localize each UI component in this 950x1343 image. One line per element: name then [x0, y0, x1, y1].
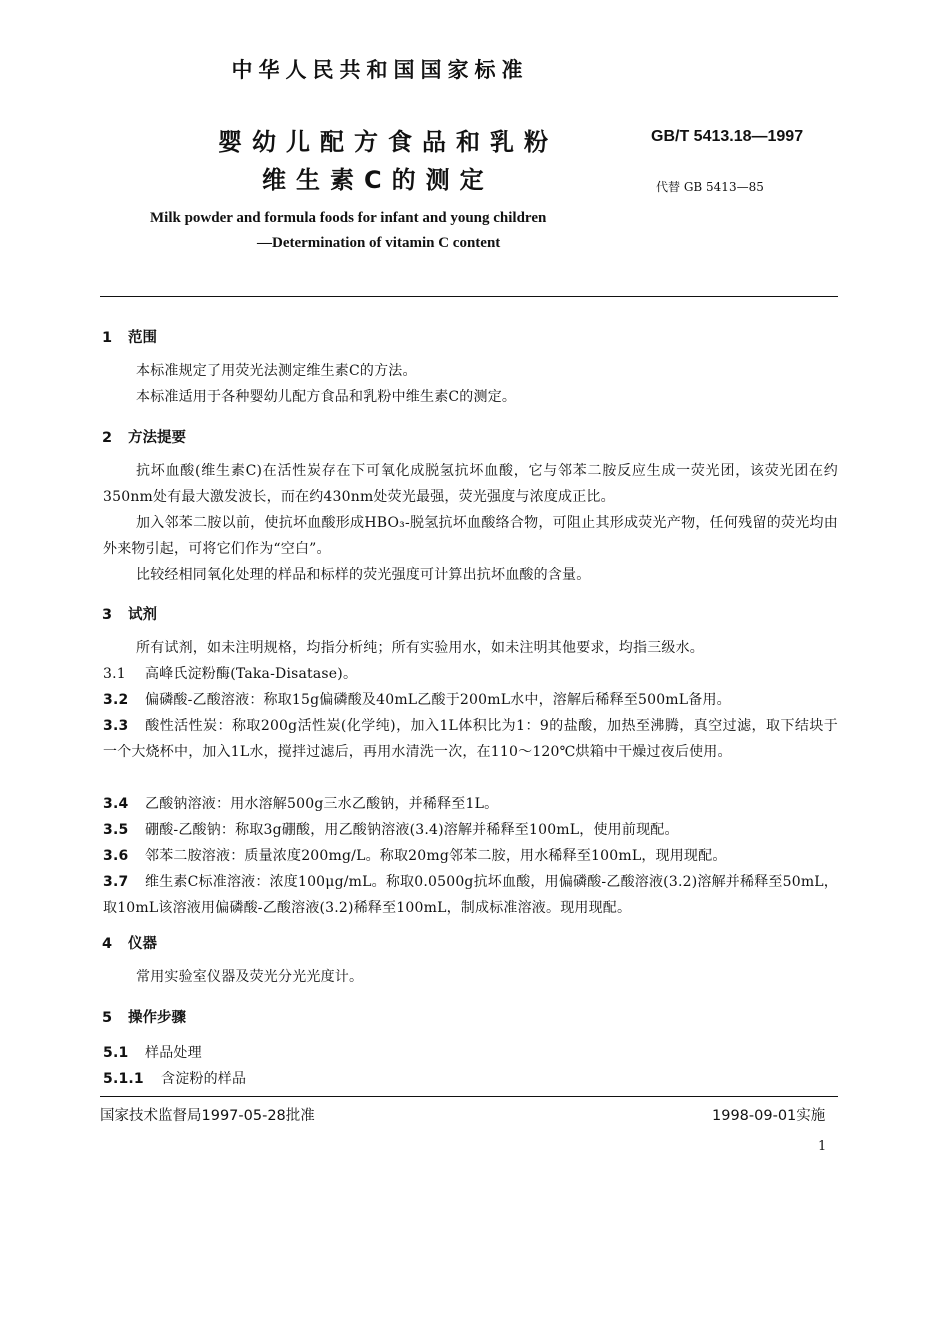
footer-divider [100, 1096, 838, 1097]
section-3-heading [102, 603, 157, 624]
effective-date: 1998-09-01实施 [712, 1108, 826, 1124]
reagent-item-3-7: 3.7 维生素C标准溶液：浓度100μg/mL。称取0.0500g抗坏血酸，用偏磷酸-乙酸溶液(3.2)溶解并稀释至50mL，取10mL该溶液用偏磷酸-乙酸溶液(3.2)稀释至100mL，制成标准溶液。现用现配。 [103, 874, 838, 916]
chinese-title-line1: 婴幼儿配方食品和乳粉 [218, 128, 558, 156]
chinese-title-line2: 维生素C的测定 [262, 166, 494, 194]
reagent-item-3-5: 3.5 硼酸-乙酸钠：称取3g硼酸，用乙酸钠溶液(3.4)溶解并稀释至100mL，使用前现配。 [103, 822, 679, 838]
section-number: 2 [102, 430, 113, 446]
section-title: 操作步骤 [128, 1010, 186, 1026]
approval-date: 国家技术监督局1997-05-28批准 [100, 1108, 315, 1124]
section-number: 4 [102, 936, 113, 952]
section-5-heading [102, 1006, 186, 1027]
paragraph: 常用实验室仪器及荧光分光光度计。 [136, 969, 364, 985]
section-title: 试剂 [128, 607, 157, 623]
paragraph: 本标准适用于各种婴幼儿配方食品和乳粉中维生素C的测定。 [136, 389, 517, 405]
english-title-line2: —Determination of vitamin C content [257, 235, 501, 251]
section-title: 方法提要 [128, 430, 186, 446]
reagent-item-3-6: 3.6 邻苯二胺溶液：质量浓度200mg/L。称取20mg邻苯二胺，用水稀释至100mL，现用现配。 [103, 848, 727, 864]
section-title: 范围 [128, 330, 157, 346]
national-standard-heading: 中华人民共和国国家标准 [231, 58, 529, 82]
section-number: 1 [102, 330, 113, 346]
standard-number: GB/T 5413.18—1997 [651, 128, 804, 145]
section-number: 5 [102, 1010, 113, 1026]
paragraph: 加入邻苯二胺以前，使抗坏血酸形成HBO₃-脱氢抗坏血酸络合物，可阻止其形成荧光产物，任何残留的荧光均由外来物引起，可将它们作为“空白”。 [103, 515, 838, 557]
reagent-item-3-1: 3.1 高峰氏淀粉酶(Taka-Disatase)。 [103, 666, 358, 682]
page-number: 1 [818, 1139, 827, 1154]
section-4-heading [102, 932, 157, 953]
english-title-line1: Milk powder and formula foods for infant and young children [150, 210, 547, 226]
replaces-note: 代替 GB 5413—85 [656, 180, 764, 194]
step-item-5-1-1: 5.1.1 含淀粉的样品 [103, 1071, 247, 1087]
header-divider [100, 296, 838, 297]
section-number: 3 [102, 607, 113, 623]
paragraph: 所有试剂，如未注明规格，均指分析纯；所有实验用水，如未注明其他要求，均指三级水。 [136, 640, 704, 656]
section-title: 仪器 [128, 936, 157, 952]
section-2-heading [102, 426, 186, 447]
section-1-heading [102, 326, 157, 347]
paragraph: 比较经相同氧化处理的样品和标样的荧光强度可计算出抗坏血酸的含量。 [136, 567, 591, 583]
paragraph: 本标准规定了用荧光法测定维生素C的方法。 [136, 363, 417, 379]
paragraph: 抗坏血酸(维生素C)在活性炭存在下可氧化成脱氢抗坏血酸，它与邻苯二胺反应生成一荧光团，该荧光团在约350nm处有最大激发波长，而在约430nm处荧光最强，荧光强度与浓度成正比。 [103, 463, 838, 505]
reagent-item-3-3: 3.3 酸性活性炭：称取200g活性炭(化学纯)，加入1L体积比为1：9的盐酸，加热至沸腾，真空过滤，取下结块于一个大烧杯中，加入1L水，搅拌过滤后，再用水清洗一次，在110～120℃烘箱中干燥过夜后使用。 [103, 718, 838, 760]
reagent-item-3-4: 3.4 乙酸钠溶液：用水溶解500g三水乙酸钠，并稀释至1L。 [103, 796, 499, 812]
reagent-item-3-2: 3.2 偏磷酸-乙酸溶液：称取15g偏磷酸及40mL乙酸于200mL水中，溶解后稀释至500mL备用。 [103, 692, 731, 708]
step-item-5-1: 5.1 样品处理 [103, 1045, 202, 1061]
